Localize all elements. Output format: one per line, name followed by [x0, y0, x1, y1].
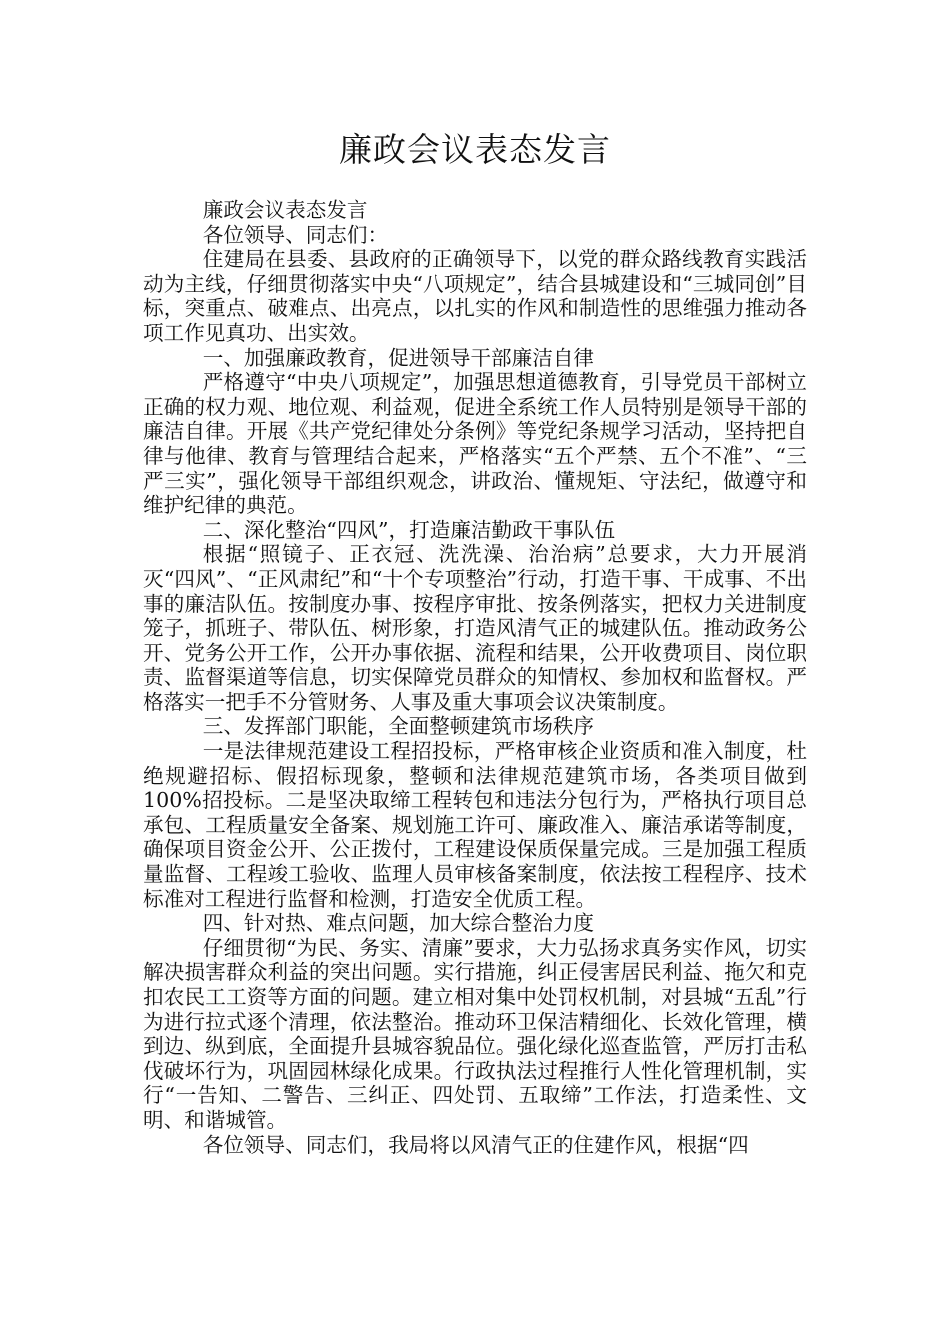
- paragraph-closing: 各位领导、同志们，我局将以风清气正的住建作风，根据“四: [202, 1132, 749, 1157]
- paragraph-section-1: 严格遵守“中央八项规定”，加强思想道德教育，引导党员干部树立正确的权力观、地位观、利益观，促进全系统工作人员特别是领导干部的廉洁自律。开展《共产党纪律处分条例》等党纪条规学习活动，坚持把自律与他律、教育与管理结合起来，严格落实“五个严禁、五个不准”、“三严三实”，强化领导干部组织观念，讲政治、懂规矩、守法纪，做遵守和维护纪律的典范。: [143, 370, 807, 518]
- paragraph-intro: 住建局在县委、县政府的正确领导下，以党的群众路线教育实践活动为主线，仔细贯彻落实中央“八项规定”，结合县城建设和“三城同创”目标，突重点、破难点、出亮点，以扎实的作风和制造性的思维强力推动各项工作见真功、出实效。: [143, 247, 807, 345]
- section-heading-3: 三、发挥部门职能，全面整顿建筑市场秩序: [202, 714, 595, 739]
- document-title: 廉政会议表态发言: [339, 130, 611, 169]
- paragraph-section-3: 一是法律规范建设工程招投标，严格审核企业资质和准入制度，杜绝规避招标、假招标现象，整顿和法律规范建筑市场，各类项目做到100%招投标。二是坚决取缔工程转包和违法分包行为，严格执行项目总承包、工程质量安全备案、规划施工许可、廉政准入、廉洁承诺等制度，确保项目资金公开、公正拨付，工程建设保质保量完成。三是加强工程质量监督、工程竣工验收、监理人员审核备案制度，依法按工程程序、技术标准对工程进行监督和检测，打造安全优质工程。: [143, 739, 807, 911]
- paragraph-section-4: 仔细贯彻“为民、务实、清廉”要求，大力弘扬求真务实作风，切实解决损害群众利益的突出问题。实行措施，纠正侵害居民利益、拖欠和克扣农民工工资等方面的问题。建立相对集中处罚权机制，对县城“五乱”行为进行拉式逐个清理，依法整治。推动环卫保洁精细化、长效化管理，横到边、纵到底，全面提升县城容貌品位。强化绿化巡查监管，严厉打击私伐破坏行为，巩固园林绿化成果。行政执法过程推行人性化管理机制，实行“一告知、二警告、三纠正、四处罚、五取缔”工作法，打造柔性、文明、和谐城管。: [143, 935, 807, 1132]
- section-heading-2: 二、深化整治“四风”，打造廉洁勤政干事队伍: [202, 517, 616, 542]
- document-body: [143, 198, 807, 1157]
- paragraph-salutation: 各位领导、同志们：: [202, 222, 389, 247]
- section-heading-4: 四、针对热、难点问题，加大综合整治力度: [202, 911, 595, 936]
- paragraph-subtitle: 廉政会议表态发言: [202, 198, 368, 222]
- section-heading-1: 一、加强廉政教育，促进领导干部廉洁自律: [202, 345, 595, 370]
- paragraph-section-2: 根据“照镜子、正衣冠、洗洗澡、治治病”总要求，大力开展消灭“四风”、“正风肃纪”和“十个专项整治”行动，打造干事、干成事、不出事的廉洁队伍。按制度办事、按程序审批、按条例落实，把权力关进制度笼子，抓班子、带队伍、树形象，打造风清气正的城建队伍。推动政务公开、党务公开工作，公开办事依据、流程和结果，公开收费项目、岗位职责、监督渠道等信息，切实保障党员群众的知情权、参加权和监督权。严格落实一把手不分管财务、人事及重大事项会议决策制度。: [143, 542, 807, 714]
